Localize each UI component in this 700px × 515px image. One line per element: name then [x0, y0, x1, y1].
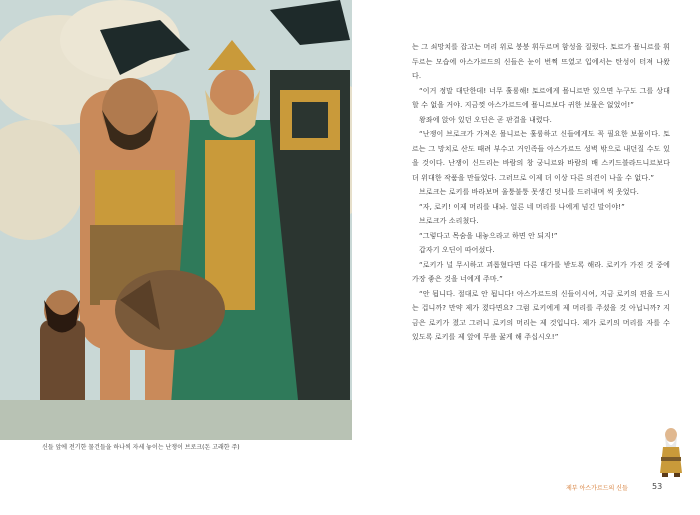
paragraph: 브로크가 소리쳤다. [419, 217, 479, 225]
paragraph: “로키가 널 무시하고 괴롭혔다면 다른 대가를 받도록 해라. 로키가 가진 것 중에 가장 좋은 것을 너에게 주마.” [412, 260, 670, 283]
paragraph: “이거 정말 대단한데! 너무 훌륭해! 토르에게 묠니르만 있으면 누구도 그를 상대할 수 없을 거야. 지금껏 아스가르드에 묠니르보다 귀한 보물은 없었어!” [412, 86, 670, 109]
paragraph: 브로크는 로키를 바라보며 울퉁불퉁 못생긴 덧니를 드러내며 씩 웃었다. [419, 188, 639, 196]
paragraph: “안 됩니다. 절대로 안 됩니다! 아스가르드의 신들이시여, 지금 로키의 편을 드시는 겁니까? 만약 제가 졌다면요? 그럼 로키에게 제 머리를 주셨을 것 아닙니까? 지금은 로키가 졌고 그러니 로키의 머리는 제 것입니다. 제가 로키의 머리를 자를 수 있도록 로키를 제 앞에 무릎 꿇게 해 주십시오!” [412, 289, 670, 341]
paragraph: 는 그 쇠망치를 잡고는 머리 위로 붕붕 휘두르며 함성을 질렀다. 토르가 묠니르를 휘두르는 모습에 아스가르드의 신들은 눈이 번쩍 뜨였고 입에서는 탄성이 터져 나왔다. [412, 43, 670, 80]
bearded-dwarf-icon [657, 427, 685, 477]
paragraph: “자, 로키! 이제 머리를 내놔. 얼른 네 머리를 나에게 넘긴 말이야!” [419, 202, 625, 211]
paragraph: “난쟁이 브로크가 가져온 묠니르는 훌륭하고 신들에게도 꼭 필요한 보물이다. 토르는 그 망치로 산도 때려 부수고 거인족들 아스가르드 성벽 밖으로 내던질 수도 있을 것이다. 난쟁이 신드리는 바람의 창 궁니르와 바람의 배 스키드블라드니르보다 더 위대한 작품을 만들었다. 그러므로 이제 더 이상 다른 의견이 나올 수 없다.” [412, 130, 670, 182]
paragraph: “그렇다고 목숨을 내놓으라고 하면 안 되지!” [419, 231, 558, 240]
body-text [412, 40, 670, 345]
paragraph: 갑자기 오딘이 따어섰다. [419, 246, 495, 254]
norse-gods-illustration [0, 0, 352, 440]
paragraph: 왕좌에 앉아 있던 오딘은 곧 판결을 내렸다. [419, 115, 552, 124]
page-number: 53 [652, 482, 663, 491]
section-label: 제부 아스가르드의 신들 [566, 485, 628, 492]
illustration-caption: 신들 앞에 전기한 물건들을 하나씩 자세 놓이는 난쟁이 브로크(돈 고래한 주) [42, 444, 240, 451]
